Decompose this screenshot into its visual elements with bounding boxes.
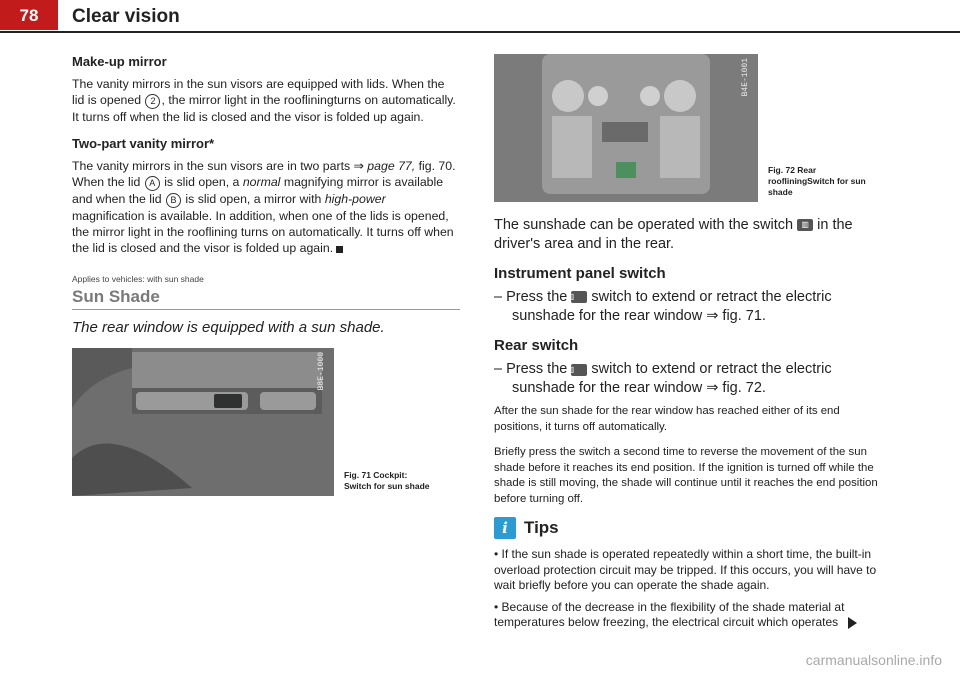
tip-2 xyxy=(494,600,888,631)
twopart-text-5: is slid open, a mirror with xyxy=(185,192,322,207)
step1-b: switch to extend or retract the electric sunshade for the rear window ⇒ fig. 71. xyxy=(512,289,832,325)
high-power-term: high-power xyxy=(324,192,386,207)
twopart-text-1: The vanity mirrors in the sun visors are in two parts ⇒ xyxy=(72,158,364,173)
rear-heading: Rear switch xyxy=(494,337,579,355)
fig71-label: Fig. 71 Cockpit: xyxy=(344,470,408,481)
tip-1: • If the sun shade is operated repeatedly within a short time, the built-in overload protection circuit may be tripped. If this occurs, you will have to wait briefly before you can operate the shade again. xyxy=(494,547,877,593)
fig71-caption xyxy=(344,470,430,492)
fig72-ref: B4E-1001 xyxy=(740,58,750,97)
fig71-ref: B8E-1000 xyxy=(316,352,326,391)
makeup-text-1: The vanity mirrors in the sun visors are equipped with lids. When the lid is opened xyxy=(72,77,445,108)
figure-72 xyxy=(494,54,888,202)
makeup-text-2: , the mirror light in the roofliningturns on automatically. It turns off when the lid is closed and the visor is folded up again. xyxy=(72,93,456,125)
section-rule xyxy=(72,309,460,310)
step2-a: – Press the xyxy=(494,361,568,378)
step1-a: – Press the xyxy=(494,289,568,306)
figure-71 xyxy=(72,348,460,496)
tips-header xyxy=(494,517,888,539)
twopart-text-6: magnification is available. In addition, when one of the lids is opened, the mirror light in the rooflining turns on automatically. It turns off when the lid is closed and the visor is folded up again. xyxy=(72,209,454,256)
normal-term: normal xyxy=(242,175,281,190)
end-position-paragraph: After the sun shade for the rear window has reached either of its end positions, it turns off automatically. xyxy=(494,405,840,433)
rooflining-photo xyxy=(494,54,758,202)
section-intro: The rear window is equipped with a sun shade. xyxy=(72,319,385,337)
makeup-heading: Make-up mirror xyxy=(72,54,167,69)
continue-arrow-icon xyxy=(848,617,857,629)
twopart-paragraph xyxy=(72,158,460,257)
cockpit-image xyxy=(72,348,334,496)
twopart-text-3: is slid open, a xyxy=(164,175,240,190)
sunshade-switch-icon: ▥ xyxy=(571,291,587,303)
sunshade-switch-icon: ▥ xyxy=(797,219,813,231)
makeup-paragraph xyxy=(72,76,460,125)
lid-a-icon: A xyxy=(145,176,160,191)
page-title: Clear vision xyxy=(72,6,180,27)
left-column xyxy=(72,54,460,496)
tip-2-text: • Because of the decrease in the flexibility of the shade material at temperatures below freezing, the electrical circuit which operates xyxy=(494,599,845,630)
instrument-step xyxy=(494,288,888,326)
page-number: 78 xyxy=(19,6,39,25)
end-mark-icon xyxy=(336,246,343,253)
instrument-heading: Instrument panel switch xyxy=(494,265,666,282)
rear-step xyxy=(494,360,888,398)
sunshade-switch-icon: ▥ xyxy=(571,364,587,376)
right-column xyxy=(494,54,888,637)
header-rule xyxy=(0,31,960,33)
cockpit-photo xyxy=(72,348,334,496)
page-reference-link[interactable]: page 77, xyxy=(367,158,416,173)
rooflining-image xyxy=(494,54,758,202)
sunshade-intro-1: The sunshade can be operated with the switch xyxy=(494,217,794,233)
tips-title: Tips xyxy=(524,518,559,538)
section-title: Sun Shade xyxy=(72,286,160,306)
lid-b-icon: B xyxy=(166,193,181,208)
fig72-caption: Fig. 72 Rear roofliningSwitch for sun shade xyxy=(768,165,866,197)
twopart-heading: Two-part vanity mirror* xyxy=(72,135,215,151)
watermark: carmanualsonline.info xyxy=(805,652,942,668)
reverse-paragraph: Briefly press the switch a second time to reverse the movement of the sun shade before it reaches its end position. If the ignition is turned off while the shade is still moving, the shade will continue until it reaches the end position before turning off. xyxy=(494,446,878,505)
sunshade-intro xyxy=(494,216,888,254)
applies-note: Applies to vehicles: with sun shade xyxy=(72,273,204,284)
info-icon: i xyxy=(494,517,516,539)
twopart-text-4: magnifying mirror is available and when the lid xyxy=(72,175,444,207)
callout-2-icon: 2 xyxy=(145,94,160,109)
twopart-text-2: fig. 70. When the lid xyxy=(72,158,456,190)
step2-b: switch to extend or retract the electric sunshade for the rear window ⇒ fig. 72. xyxy=(512,361,832,397)
sunshade-intro-2: in the driver's area and in the rear. xyxy=(494,217,853,252)
fig71-label-2: Switch for sun shade xyxy=(344,481,430,492)
